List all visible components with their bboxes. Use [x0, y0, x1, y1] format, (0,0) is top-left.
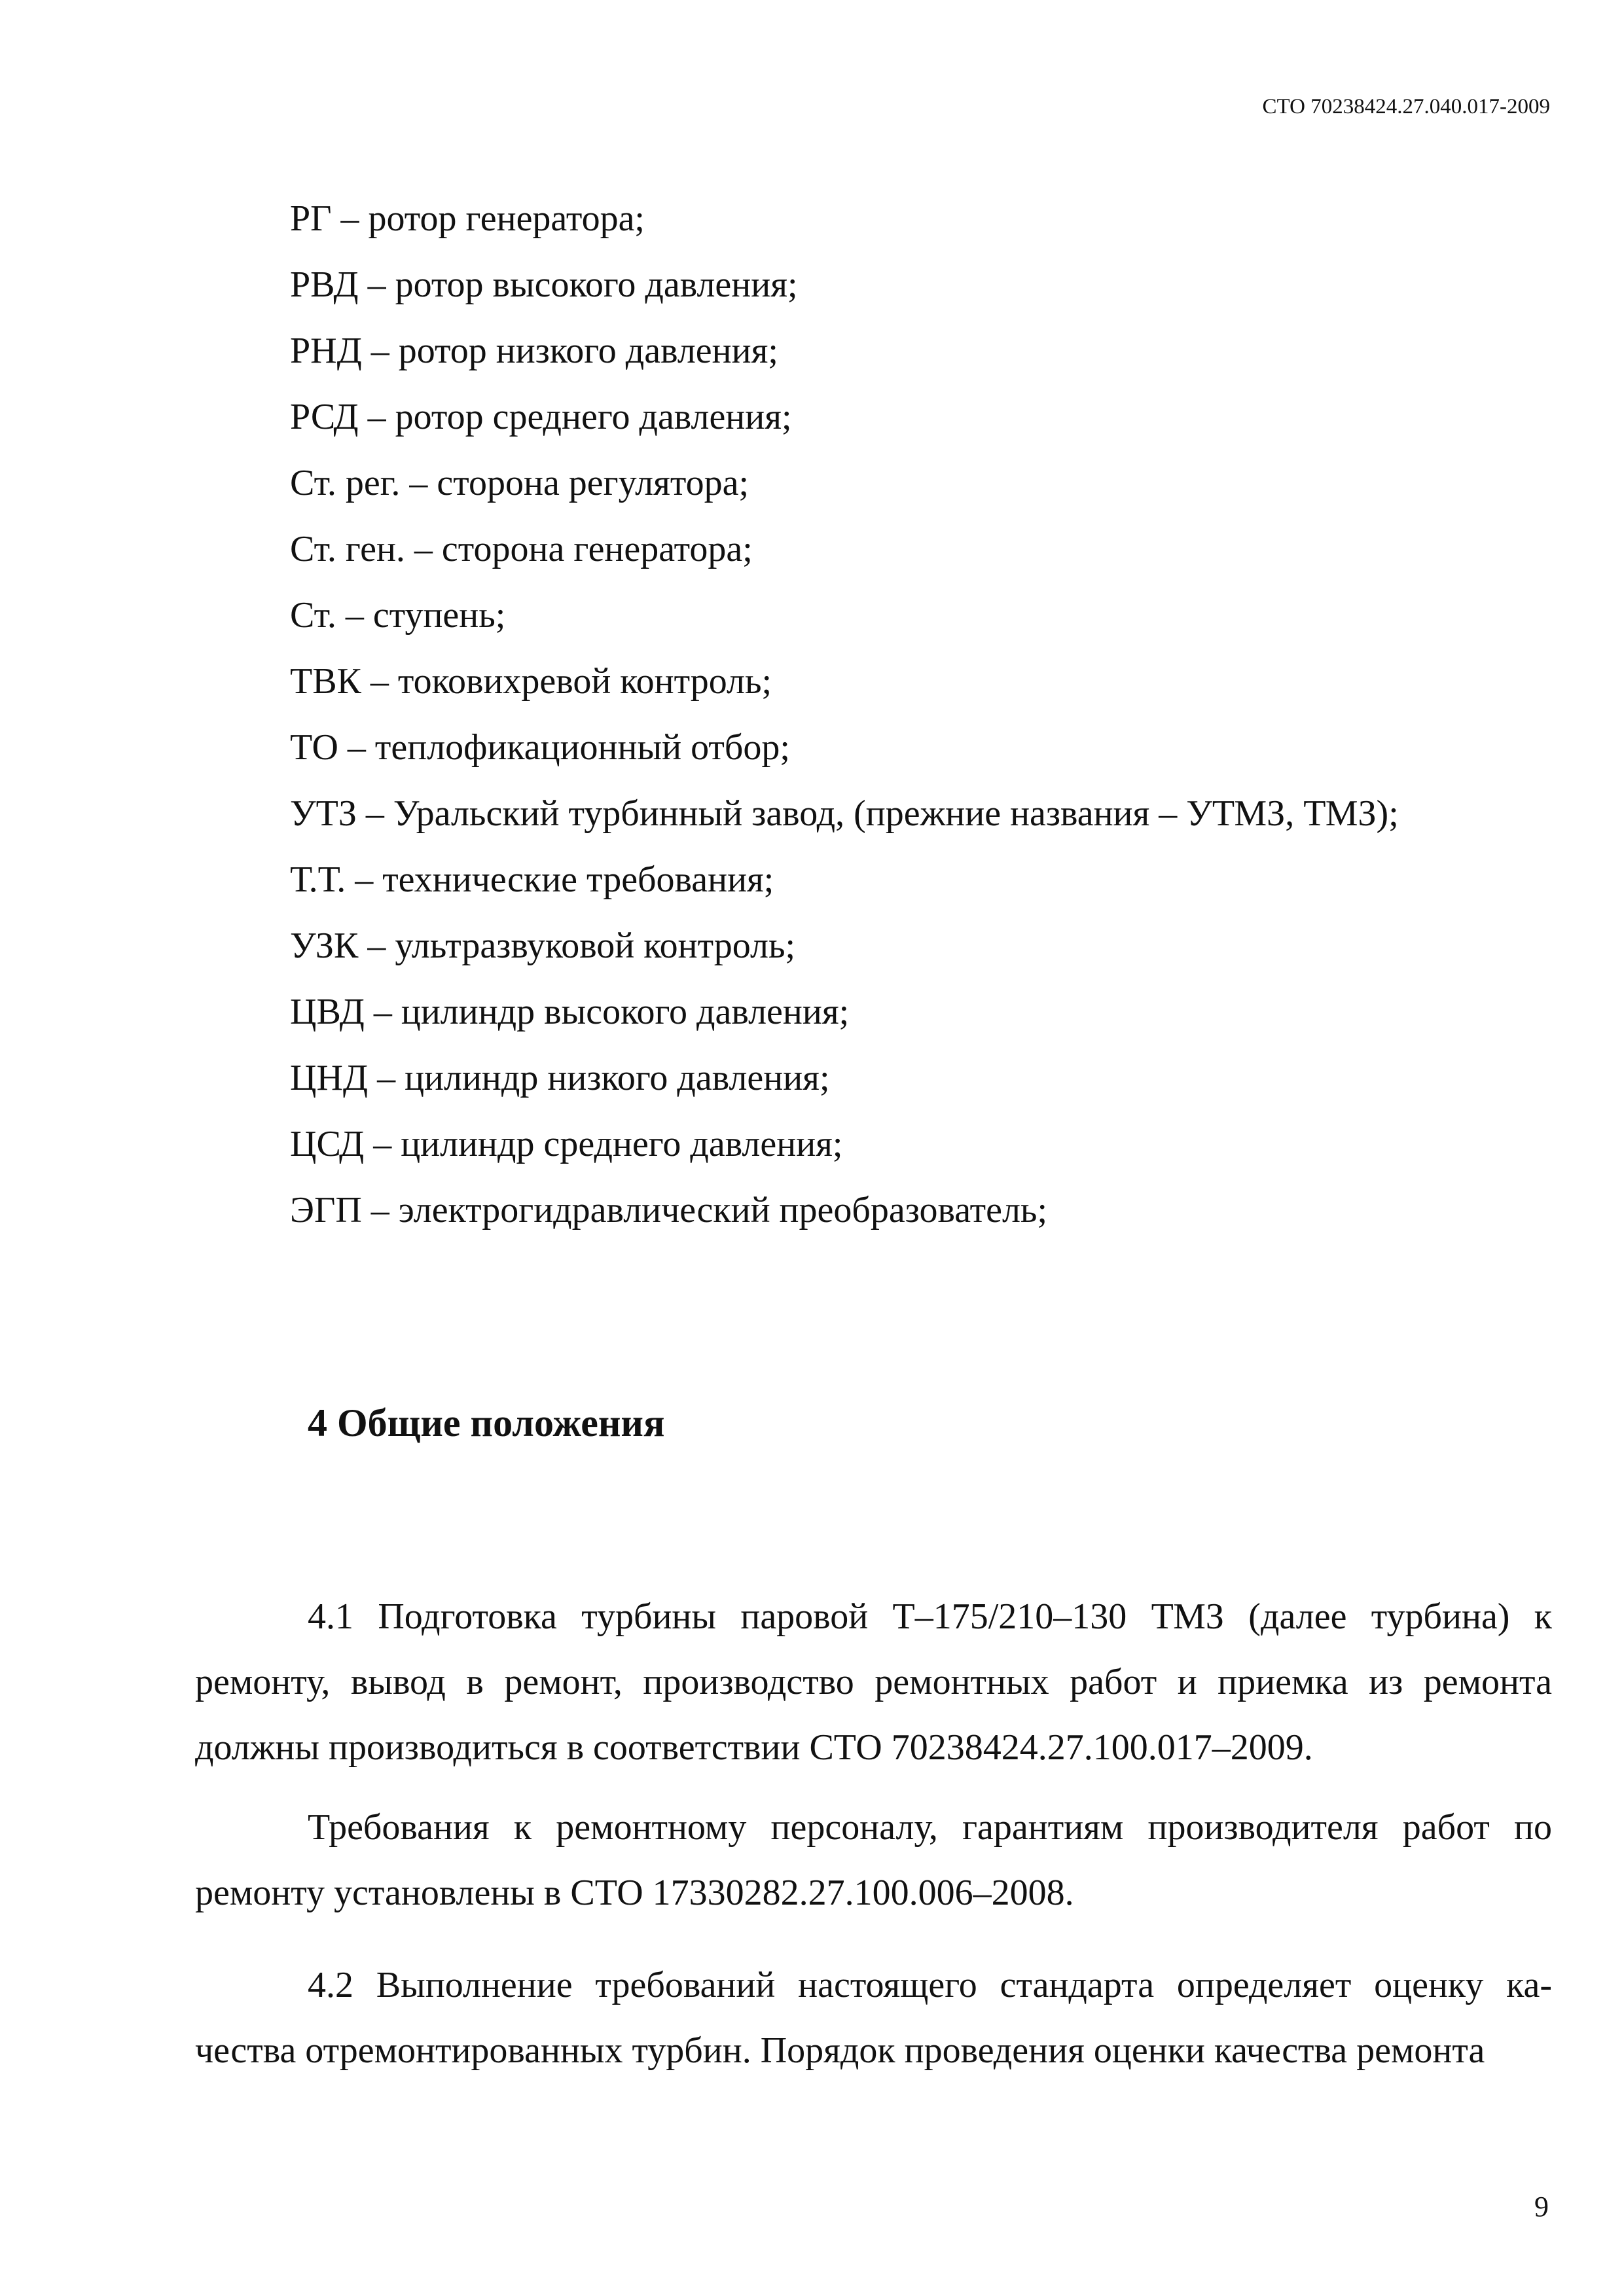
page-number: 9 [1534, 2191, 1549, 2223]
list-item: Ст. рег. – сторона регулятора; [290, 463, 749, 503]
list-item: УЗК – ультразвуковой контроль; [290, 925, 796, 966]
list-item: Ст. – ступень; [290, 595, 506, 636]
list-item: ЦСД – цилиндр среднего давления; [290, 1124, 843, 1164]
list-item: РНД – ротор низкого давления; [290, 331, 778, 371]
list-item: УТЗ – Уральский турбинный завод, (прежние названия – УТМЗ, ТМЗ); [290, 793, 1399, 834]
section-title: 4 Общие положения [308, 1401, 665, 1444]
list-item: ЦВД – цилиндр высокого давления; [290, 992, 850, 1032]
paragraph-4-1: 4.1 Подготовка турбины паровой Т–175/210–130 ТМЗ (далее турбина) к ремонту, вывод в ремонт, производство ремонтных работ и приемка из ремонта должны производиться в соответствии СТО 70238424.27.100.017–2009. [195, 1596, 1552, 1768]
list-item: Т.Т. – технические требования; [290, 859, 774, 900]
list-item: РВД – ротор высокого давления; [290, 264, 798, 305]
list-item: ТО – теплофикационный отбор; [290, 727, 790, 768]
abbreviation-list [290, 192, 1399, 1250]
paragraph-repair-staff: Требования к ремонтному персоналу, гарантиям производителя работ по ремонту установлены в СТО 17330282.27.100.006–2008. [195, 1807, 1552, 1913]
list-item: ТВК – токовихревой контроль; [290, 661, 772, 702]
list-item: Ст. ген. – сторона генератора; [290, 529, 753, 569]
list-item: ЦНД – цилиндр низкого давления; [290, 1058, 830, 1098]
paragraph-4-2: 4.2 Выполнение требований настоящего стандарта определяет оценку ка-чества отремонтированных турбин. Порядок проведения оценки качества ремонта [195, 1965, 1552, 2071]
list-item: РГ – ротор генератора; [290, 198, 645, 239]
list-item: РСД – ротор среднего давления; [290, 397, 792, 437]
list-item: ЭГП – электрогидравлический преобразователь; [290, 1190, 1047, 1230]
document-code-header: СТО 70238424.27.040.017-2009 [1262, 95, 1550, 118]
